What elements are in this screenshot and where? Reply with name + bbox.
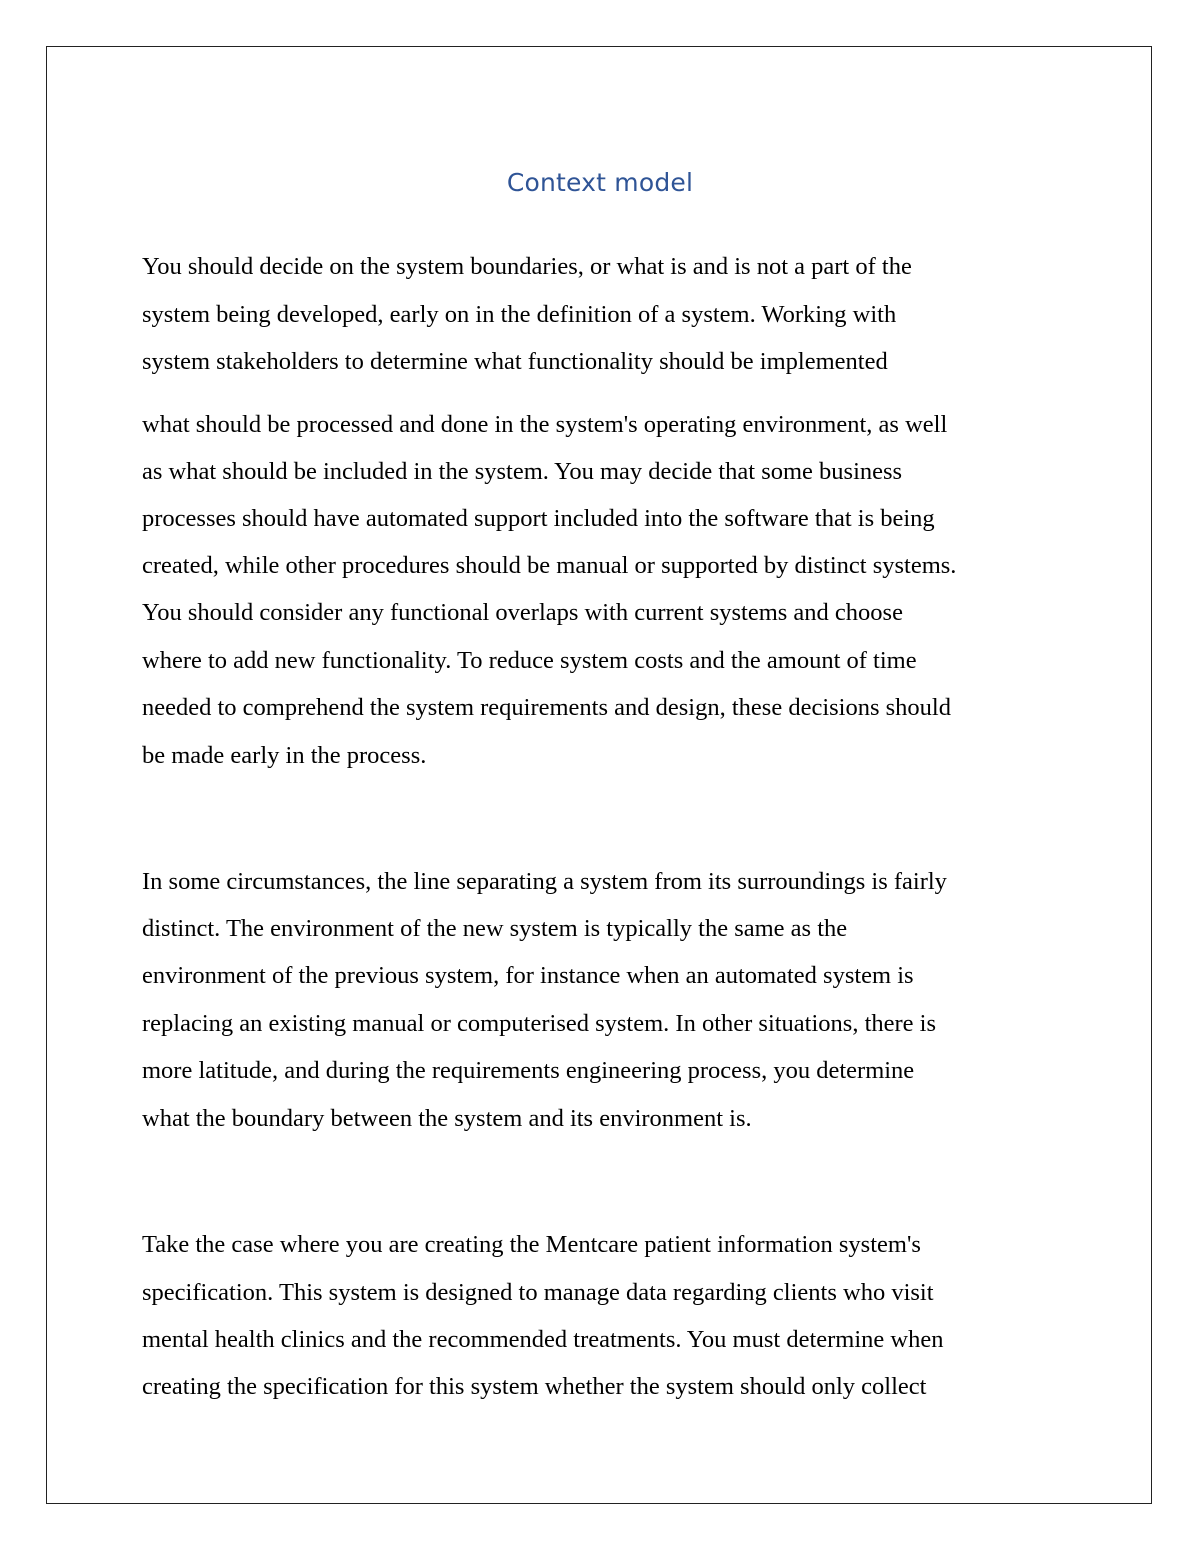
paragraph-3-line-3: environment of the previous system, for instance when an automated system is xyxy=(142,962,914,989)
paragraph-2-line-1: what should be processed and done in the system's operating environment, as well xyxy=(142,411,948,438)
paragraph-2-line-2: as what should be included in the system. You may decide that some business xyxy=(142,458,903,485)
paragraph-3-line-1: In some circumstances, the line separating a system from its surroundings is fairly xyxy=(142,868,947,895)
paragraph-2-line-6: where to add new functionality. To reduce system costs and the amount of time xyxy=(142,647,917,674)
paragraph-2-line-4: created, while other procedures should be manual or supported by distinct systems. xyxy=(142,552,957,579)
page-title: Context model xyxy=(506,168,694,197)
paragraph-3-line-4: replacing an existing manual or computerised system. In other situations, there is xyxy=(142,1010,937,1037)
paragraph-4-line-4: creating the specification for this system whether the system should only collect xyxy=(142,1373,927,1400)
paragraph-3-line-2: distinct. The environment of the new system is typically the same as the xyxy=(142,915,848,942)
paragraph-1-line-1: You should decide on the system boundaries, or what is and is not a part of the xyxy=(142,253,912,280)
paragraph-3-line-6: what the boundary between the system and its environment is. xyxy=(142,1105,752,1132)
paragraph-1-line-3: system stakeholders to determine what functionality should be implemented xyxy=(142,348,888,375)
paragraph-4-line-3: mental health clinics and the recommended treatments. You must determine when xyxy=(142,1326,944,1353)
paragraph-1-line-2: system being developed, early on in the definition of a system. Working with xyxy=(142,301,897,328)
paragraph-2-line-8: be made early in the process. xyxy=(142,742,427,769)
paragraph-2-line-5: You should consider any functional overlaps with current systems and choose xyxy=(142,599,903,626)
paragraph-2-line-3: processes should have automated support included into the software that is being xyxy=(142,505,935,532)
paragraph-4-line-2: specification. This system is designed to manage data regarding clients who visit xyxy=(142,1279,934,1306)
paragraph-2-line-7: needed to comprehend the system requirements and design, these decisions should xyxy=(142,694,951,721)
paragraph-4-line-1: Take the case where you are creating the Mentcare patient information system's xyxy=(142,1231,921,1258)
paragraph-3-line-5: more latitude, and during the requirements engineering process, you determine xyxy=(142,1057,915,1084)
